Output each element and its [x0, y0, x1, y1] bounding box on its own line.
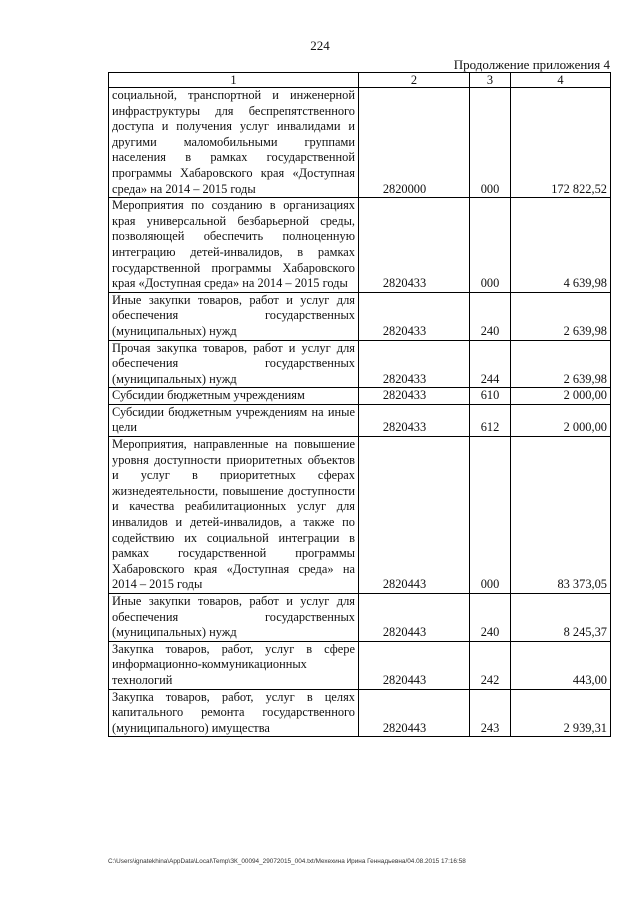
- table-header-row: [109, 73, 611, 88]
- row-amount: 2 939,31: [511, 689, 611, 737]
- row-amount: 4 639,98: [511, 198, 611, 293]
- table-row: [109, 437, 611, 594]
- row-amount: 2 000,00: [511, 404, 611, 436]
- row-amount: 2 000,00: [511, 388, 611, 405]
- row-target-code: 2820443: [359, 641, 470, 689]
- row-amount: 172 822,52: [511, 88, 611, 198]
- row-description: Мероприятия, направленные на повышение уровня доступности приоритетных объектов и услуг в приоритетных сферах жизнедеятельности, повышение доступности и качества реабилитационных услуг для инвалидов и детей-инвалидов, а также по содействию их социальной интеграции в рамках государственной программы Хабаровского края «Доступная среда» на 2014 – 2015 годы: [109, 437, 359, 594]
- column-header-3: 3: [470, 73, 511, 88]
- row-description: Иные закупки товаров, работ и услуг для обеспечения государственных (муниципальных) нужд: [109, 594, 359, 642]
- row-expense-type: 242: [470, 641, 511, 689]
- row-expense-type: 240: [470, 594, 511, 642]
- row-target-code: 2820433: [359, 198, 470, 293]
- row-target-code: 2820000: [359, 88, 470, 198]
- row-amount: 83 373,05: [511, 437, 611, 594]
- row-expense-type: 244: [470, 340, 511, 388]
- table-row: [109, 594, 611, 642]
- row-expense-type: 243: [470, 689, 511, 737]
- table-row: [109, 404, 611, 436]
- row-description: Субсидии бюджетным учреждениям на иные цели: [109, 404, 359, 436]
- budget-table: [108, 72, 611, 737]
- row-target-code: 2820433: [359, 404, 470, 436]
- row-target-code: 2820443: [359, 594, 470, 642]
- file-path-footer: C:\Users\ignatekhina\AppData\Local\Temp\ЗК_00094_29072015_004.txt/Мехехина Ирина Геннадьевна/04.08.2015 17:16:58: [108, 858, 466, 865]
- row-target-code: 2820433: [359, 292, 470, 340]
- table-row: [109, 292, 611, 340]
- row-target-code: 2820433: [359, 340, 470, 388]
- row-description: социальной, транспортной и инженерной инфраструктуры для беспрепятственного доступа и получения услуг инвалидами и другими маломобильными группами населения в рамках государственной программы Хабаровского края «Доступная среда» на 2014 – 2015 годы: [109, 88, 359, 198]
- row-amount: 443,00: [511, 641, 611, 689]
- row-description: Закупка товаров, работ, услуг в целях капитального ремонта государственного (муниципального) имущества: [109, 689, 359, 737]
- row-description: Мероприятия по созданию в организациях края универсальной безбарьерной среды, позволяющей обеспечить полноценную интеграцию детей-инвалидов, в рамках государственной программы Хабаровского края «Доступная среда» на 2014 – 2015 годы: [109, 198, 359, 293]
- row-expense-type: 000: [470, 198, 511, 293]
- table-row: [109, 198, 611, 293]
- table-row: [109, 340, 611, 388]
- row-description: Иные закупки товаров, работ и услуг для обеспечения государственных (муниципальных) нужд: [109, 292, 359, 340]
- row-description: Субсидии бюджетным учреждениям: [109, 388, 359, 405]
- table-row: [109, 689, 611, 737]
- page-number: 224: [310, 38, 330, 53]
- continuation-label: Продолжение приложения 4: [453, 57, 610, 72]
- row-expense-type: 000: [470, 437, 511, 594]
- column-header-1: 1: [109, 73, 359, 88]
- row-target-code: 2820433: [359, 388, 470, 405]
- column-header-4: 4: [511, 73, 611, 88]
- row-description: Закупка товаров, работ, услуг в сфере информационно-коммуникационных технологий: [109, 641, 359, 689]
- row-amount: 8 245,37: [511, 594, 611, 642]
- row-target-code: 2820443: [359, 437, 470, 594]
- table-row: [109, 641, 611, 689]
- row-expense-type: 240: [470, 292, 511, 340]
- table-row: [109, 88, 611, 198]
- row-amount: 2 639,98: [511, 292, 611, 340]
- row-expense-type: 610: [470, 388, 511, 405]
- row-expense-type: 612: [470, 404, 511, 436]
- column-header-2: 2: [359, 73, 470, 88]
- row-amount: 2 639,98: [511, 340, 611, 388]
- table-row: [109, 388, 611, 405]
- row-description: Прочая закупка товаров, работ и услуг для обеспечения государственных (муниципальных) нужд: [109, 340, 359, 388]
- row-expense-type: 000: [470, 88, 511, 198]
- row-target-code: 2820443: [359, 689, 470, 737]
